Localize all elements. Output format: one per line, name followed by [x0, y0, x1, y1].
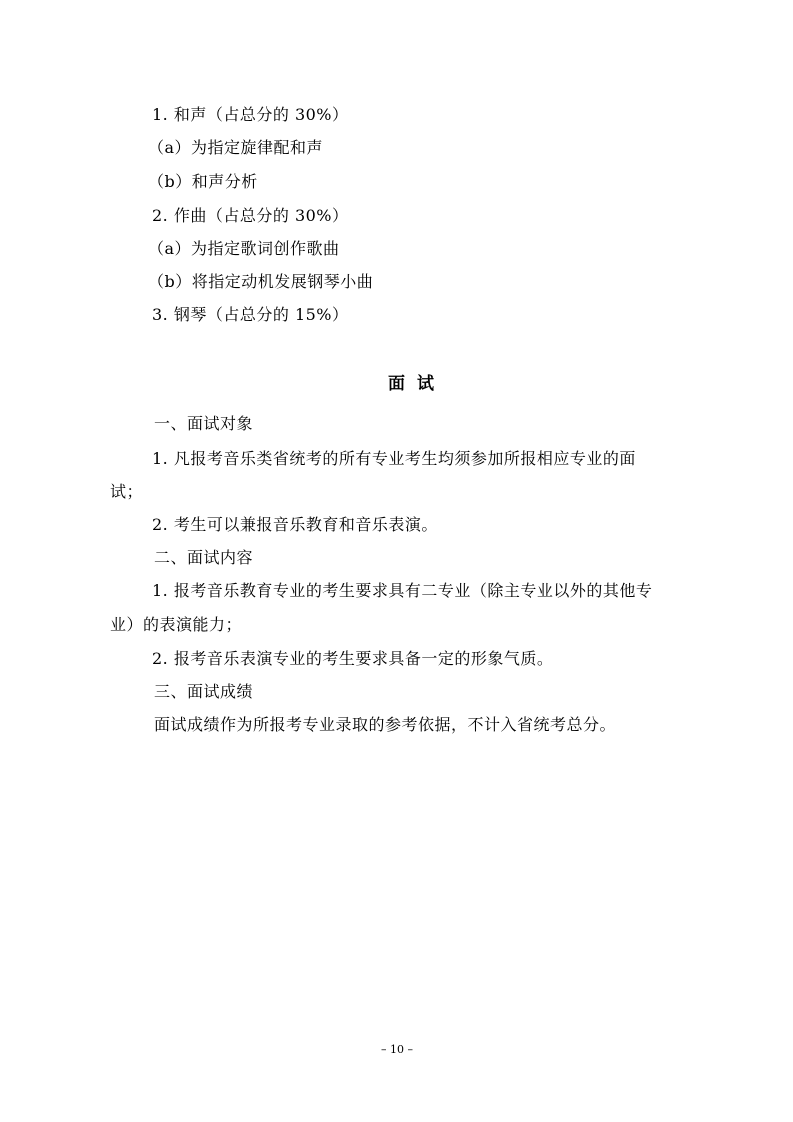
interview-section3-heading: 三、面试成绩 — [154, 682, 254, 701]
page-number: – 10 – — [381, 1043, 413, 1056]
composition-item: 2. 作曲（占总分的 30%） — [152, 206, 349, 225]
interview-section1-item1-line1: 1. 凡报考音乐类省统考的所有专业考生均须参加所报相应专业的面 — [152, 449, 636, 468]
harmony-subitem-b: （b）和声分析 — [148, 172, 258, 191]
interview-section1-item2: 2. 考生可以兼报音乐教育和音乐表演。 — [152, 515, 438, 534]
interview-section1-item1-line2: 试； — [110, 482, 144, 501]
interview-section2-item1-line2: 业）的表演能力； — [110, 615, 243, 634]
interview-section1-heading: 一、面试对象 — [154, 414, 254, 433]
interview-section2-item1-line1: 1. 报考音乐教育专业的考生要求具有二专业（除主专业以外的其他专 — [152, 581, 653, 600]
harmony-item: 1. 和声（占总分的 30%） — [152, 105, 349, 124]
interview-section3-text: 面试成绩作为所报考专业录取的参考依据，不计入省统考总分。 — [154, 715, 617, 734]
piano-item: 3. 钢琴（占总分的 15%） — [152, 305, 349, 324]
composition-subitem-a: （a）为指定歌词创作歌曲 — [148, 239, 340, 258]
composition-subitem-b: （b）将指定动机发展钢琴小曲 — [148, 272, 374, 291]
interview-title: 面试 — [388, 374, 446, 394]
interview-section2-item2: 2. 报考音乐表演专业的考生要求具备一定的形象气质。 — [152, 649, 554, 668]
harmony-subitem-a: （a）为指定旋律配和声 — [148, 138, 324, 157]
interview-section2-heading: 二、面试内容 — [154, 548, 254, 567]
